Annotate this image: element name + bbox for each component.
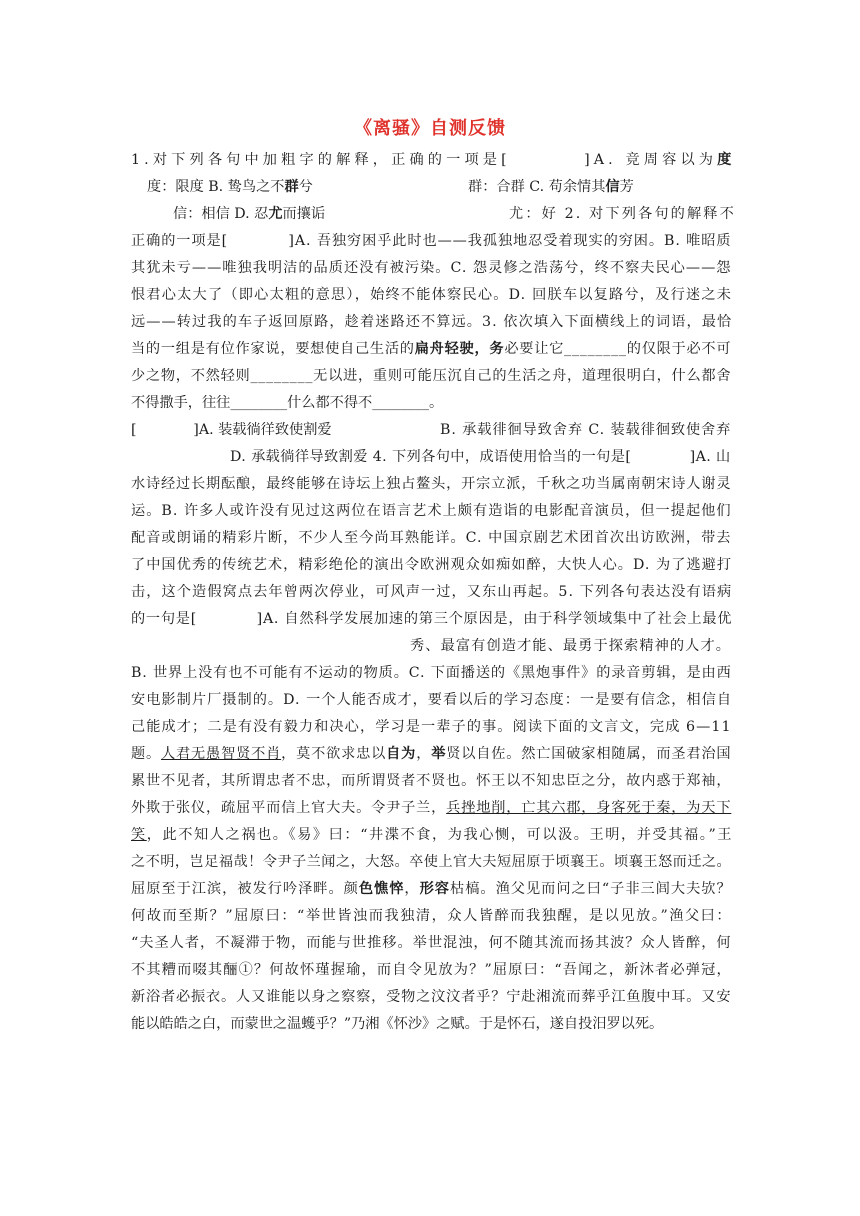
text-segment: 恨君心太大了（即心太粗的意思），始终不能体察民心。D. 回朕车以复路兮，及行迷之未 [131,287,733,303]
text-line [131,420,332,440]
text-line [131,744,731,764]
text-segment: 何故而至斯？”屈原曰：“举世皆浊而我独清，众人皆醉而我独醒，是以见放。”渔父曰： [131,908,733,924]
text-line [131,852,731,872]
text-segment: ，莫不欲求忠以 [281,746,387,762]
text-line [131,1014,663,1034]
text-segment: 运。B. 许多人或许没有见过这两位在语言艺术上颇有造诣的电影配音演员，但一提起他们 [131,503,732,519]
bold-text: 尤 [268,206,283,222]
text-line [131,717,732,737]
bold-text: ，务 [474,341,505,357]
underlined-text: 人君无愚智贤不肖 [161,746,282,762]
text-segment: 秀、最富有创造才能、最勇于探索精神的人才。 [410,638,732,654]
text-line [131,582,732,602]
text-segment: 而攘诟 [282,206,326,222]
text-segment: 了中国优秀的传统艺术，精彩绝伦的演出令欧洲观众如痴如醉，大快人心。D. 为了逃避打 [131,557,733,573]
text-segment: 题。 [131,746,162,762]
text-segment: 外欺于张仪，疏屈平而信上官大夫。令尹子兰， [131,800,447,816]
text-segment: 少之物，不然轻则________无以进，重则可能压沉自己的生活之舟，道理很明白，什么都舍 [131,368,732,384]
text-segment: 群：合群 C. 苟余情其 [468,179,606,195]
text-line [131,609,732,629]
text-line [131,771,731,791]
text-line [131,366,731,386]
text-segment: 的一句是[ ]A. 自然科学发展加速的第三个原因是，由于科学领域集中了社会上最优 [131,611,733,627]
text-line [131,960,732,980]
bold-text: 信 [605,179,620,195]
text-line [131,339,731,359]
text-line [131,906,732,926]
text-segment: 兮 [298,179,313,195]
text-line [131,987,731,1007]
text-line [147,177,313,197]
text-line [410,636,731,656]
text-segment: 必要让它________的仅限于必不可 [504,341,732,357]
bold-text: 扁舟轻驶 [414,341,475,357]
text-line [131,879,732,899]
bold-text: 色憔悴 [358,881,405,897]
text-line [131,285,732,305]
text-line [131,150,735,170]
text-line [131,474,731,494]
underlined-text: 笑 [131,827,147,843]
bold-text: 举 [431,746,447,762]
text-segment: 正确的一项是[ ]A. 吾独穷困乎此时也——我孤独地忍受着现实的穷困。B. 唯昭质 [131,233,732,249]
text-line [230,447,731,467]
text-segment: 配音或朗诵的精彩片断，不少人至今尚耳熟能详。C. 中国京剧艺术团首次出访欧洲，带去 [131,530,732,546]
text-line [173,204,325,224]
text-segment: 贤以自佐。然亡国破家相随属，而圣君治国 [446,746,732,762]
text-line [131,258,732,278]
text-segment: ， [404,881,420,897]
underlined-text: 兵挫地削，亡其六郡，身客死于秦，为天下 [446,800,732,816]
text-segment: [ ]A. 装载徜徉致使割爱 [131,422,332,438]
text-segment: 安电影制片厂摄制的。D. 一个人能否成才，要看以后的学习态度：一是要有信念，相信自 [131,692,733,708]
text-segment: D. 承载徜徉导致割爱 4. 下列各句中，成语使用恰当的一句是[ ]A. 山 [230,449,731,465]
text-segment: B. 世界上没有也不可能有不运动的物质。C. 下面播送的《黑炮事件》的录音剪辑，是由西 [131,665,732,681]
bold-text: 度 [717,152,736,168]
text-segment: 不得撒手，往往________什么都不得不________。 [131,395,444,411]
text-segment: 当的一组是有位作家说，要想使自己生活的 [131,341,415,357]
text-segment: 击，这个造假窝点去年曾两次停业，可风声一过，又东山再起。5. 下列各句表达没有语病 [131,584,733,600]
text-line [131,393,443,413]
text-segment: 能以皓皓之白，而蒙世之温蠖乎？”乃湘《怀沙》之赋。于是怀石，遂自投汨罗以死。 [131,1016,664,1032]
text-segment: 之不明，岂足福哉！令尹子兰闻之，大怒。卒使上官大夫短屈原于顷襄王。顷襄王怒而迁之。 [131,854,732,870]
text-segment: B. 承载徘徊导致舍弃 C. 装载徘徊致使舍弃 [440,422,732,438]
text-segment: 尤：好 2. 对下列各句的解释不 [509,206,736,222]
text-segment: 水诗经过长期酝酿，最终能够在诗坛上独占鳌头，开宗立派，千秋之功当属南朝宋诗人谢灵 [131,476,732,492]
document-title: 《离骚》自测反馈 [354,118,506,139]
bold-text: 形容 [419,881,450,897]
text-segment: 枯槁。渔父见而问之曰“子非三闾大夫欤？ [450,881,732,897]
text-line [131,933,732,953]
bold-text: 群 [284,179,299,195]
text-line [131,231,731,251]
text-segment: 累世不见者，其所谓忠者不忠，而所谓贤者不贤也。怀王以不知忠臣之分，故内惑于郑袖， [131,773,732,789]
text-segment: 己能成才；二是有没有毅力和决心，学习是一辈子的事。阅读下面的文言文，完成 6—11 [131,719,732,735]
text-segment: 不其糟而啜其酾①？何故怀瑾握瑜，而自令见放为？”屈原曰：“吾闻之，新沐者必弹冠， [131,962,732,978]
text-line [131,501,732,521]
text-segment: 芳 [619,179,634,195]
text-line [468,177,634,197]
text-segment: 1.对下列各句中加粗字的解释，正确的一项是[ ]A. 竞周容以为 [131,152,718,168]
text-line [509,204,736,224]
text-line [131,825,733,845]
text-segment: “夫圣人者，不凝滞于物，而能与世推移。举世混浊，何不随其流而扬其波？众人皆醉，何 [131,935,732,951]
text-segment: ，此不知人之祸也。《易》曰：“井渫不食，为我心恻，可以汲。王明，并受其福。”王 [146,827,734,843]
text-line [440,420,731,440]
text-segment: 屈原至于江滨，被发行吟泽畔。颜 [131,881,359,897]
text-segment: 其犹未亏——唯独我明洁的品质还没有被污染。C. 怨灵修之浩荡兮，终不察夫民心——怨 [131,260,732,276]
bold-text: 自为 [386,746,417,762]
text-line [131,528,732,548]
text-segment: 新浴者必振衣。人又谁能以身之察察，受物之汶汶者乎？宁赴湘流而葬乎江鱼腹中耳。又安 [131,989,732,1005]
text-segment: 远——转过我的车子返回原路，趁着迷路还不算远。3. 依次填入下面横线上的词语，最恰 [131,314,733,330]
text-line [131,555,732,575]
text-segment: 信：相信 D. 忍 [173,206,269,222]
text-line [131,690,732,710]
text-segment: 度：限度 B. 鸷鸟之不 [147,179,285,195]
text-line [131,312,732,332]
text-segment: ， [416,746,432,762]
text-line [131,798,731,818]
text-line [131,663,732,683]
